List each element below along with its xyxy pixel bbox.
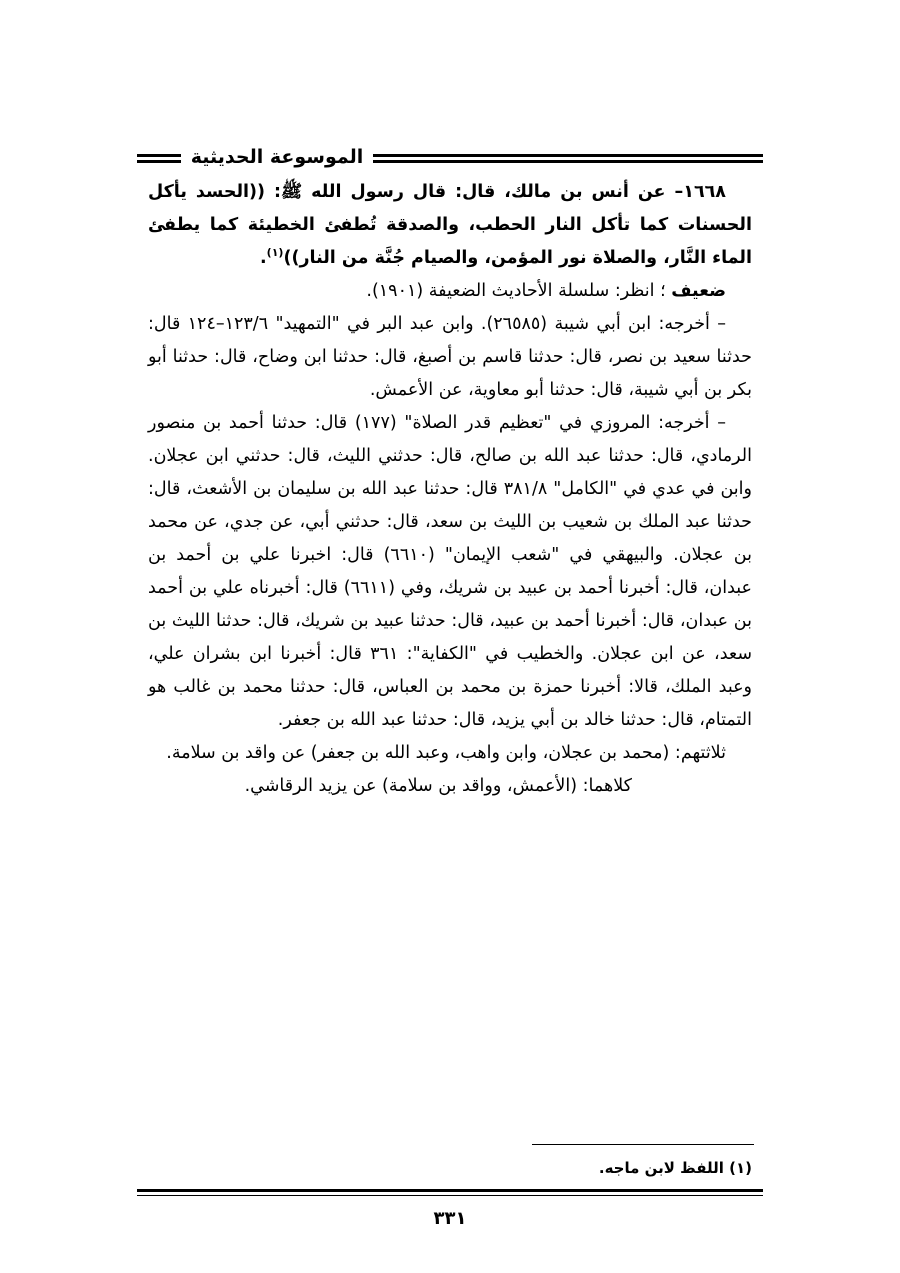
header-rule-right (373, 154, 763, 157)
body-text (148, 176, 752, 803)
footnote: (١) اللفظ لابن ماجه. (598, 1159, 752, 1177)
summary-paragraph-2: كلاهما: (الأعمش، وواقد بن سلامة) عن يزيد الرقاشي. (244, 776, 632, 796)
grading-text: ؛ انظر: سلسلة الأحاديث الضعيفة (١٩٠١). (366, 281, 672, 301)
page-number: ٣٣١ (433, 1208, 467, 1229)
header-rule-left-lower (137, 160, 181, 163)
running-header (137, 142, 763, 172)
footnote-separator (532, 1144, 754, 1145)
header-rule-left (137, 154, 181, 157)
footnote-marker: (١) (266, 246, 284, 260)
grading-label: ضعيف (671, 281, 726, 301)
footer-rule (137, 1189, 763, 1192)
grading-paragraph (148, 275, 752, 308)
hadith-tail: . (260, 248, 267, 268)
footer-rule-thin (137, 1195, 763, 1196)
takhrij-paragraph-1: – أخرجه: ابن أبي شيبة (٢٦٥٨٥). وابن عبد البر في "التمهيد" ١٢٣/٦–١٢٤ قال: حدثنا سعيد بن نصر، قال: حدثنا قاسم بن أصبغ، قال: حدثنا ابن وضاح، قال: حدثنا أبو بكر بن أبي شيبة، قال: حدثنا أبو معاوية، عن الأعمش. (148, 314, 752, 400)
hadith-paragraph (148, 176, 752, 275)
summary-paragraph-1: ثلاثتهم: (محمد بن عجلان، وابن واهب، وعبد الله بن جعفر) عن واقد بن سلامة. (166, 743, 726, 763)
hadith-text: ١٦٦٨– عن أنس بن مالك، قال: قال رسول الله ﷺ: ((الحسد يأكل الحسنات كما تأكل النار الحطب، والصدقة تُطفئ الخطيئة كما يطفئ الماء النَّار، والصلاة نور المؤمن، والصيام جُنَّة من النار)) (148, 182, 752, 268)
header-rule-right-lower (373, 160, 763, 163)
header-title: الموسوعة الحديثية (190, 146, 364, 168)
takhrij-paragraph-2: – أخرجه: المروزي في "تعظيم قدر الصلاة" (١٧٧) قال: حدثنا أحمد بن منصور الرمادي، قال: حدثنا عبد الله بن صالح، قال: حدثني الليث، قال: حدثني ابن عجلان. وابن في عدي في "الكامل" ٣٨١/٨ قال: حدثنا عبد الله بن سليمان بن الأشعث، قال: حدثنا عبد الملك بن شعيب بن الليث بن سعد، قال: حدثني أبي، عن جدي، عن محمد بن عجلان. والبيهقي في "شعب الإيمان" (٦٦١٠) قال: اخبرنا علي بن أحمد بن عبدان، قال: أخبرنا أحمد بن عبيد بن شريك، وفي (٦٦١١) قال: أخبرناه علي بن أحمد بن عبدان، قال: أخبرنا أحمد بن عبيد، قال: حدثنا عبيد بن شريك، قال: حدثنا الليث بن سعد، عن ابن عجلان. والخطيب في "الكفاية": ٣٦١ قال: أخبرنا ابن بشران علي، وعبد الملك، قالا: أخبرنا حمزة بن محمد بن العباس، قال: حدثنا محمد بن غالب هو التمتام، قال: حدثنا خالد بن أبي يزيد، قال: حدثنا عبد الله بن جعفر. (148, 413, 753, 730)
